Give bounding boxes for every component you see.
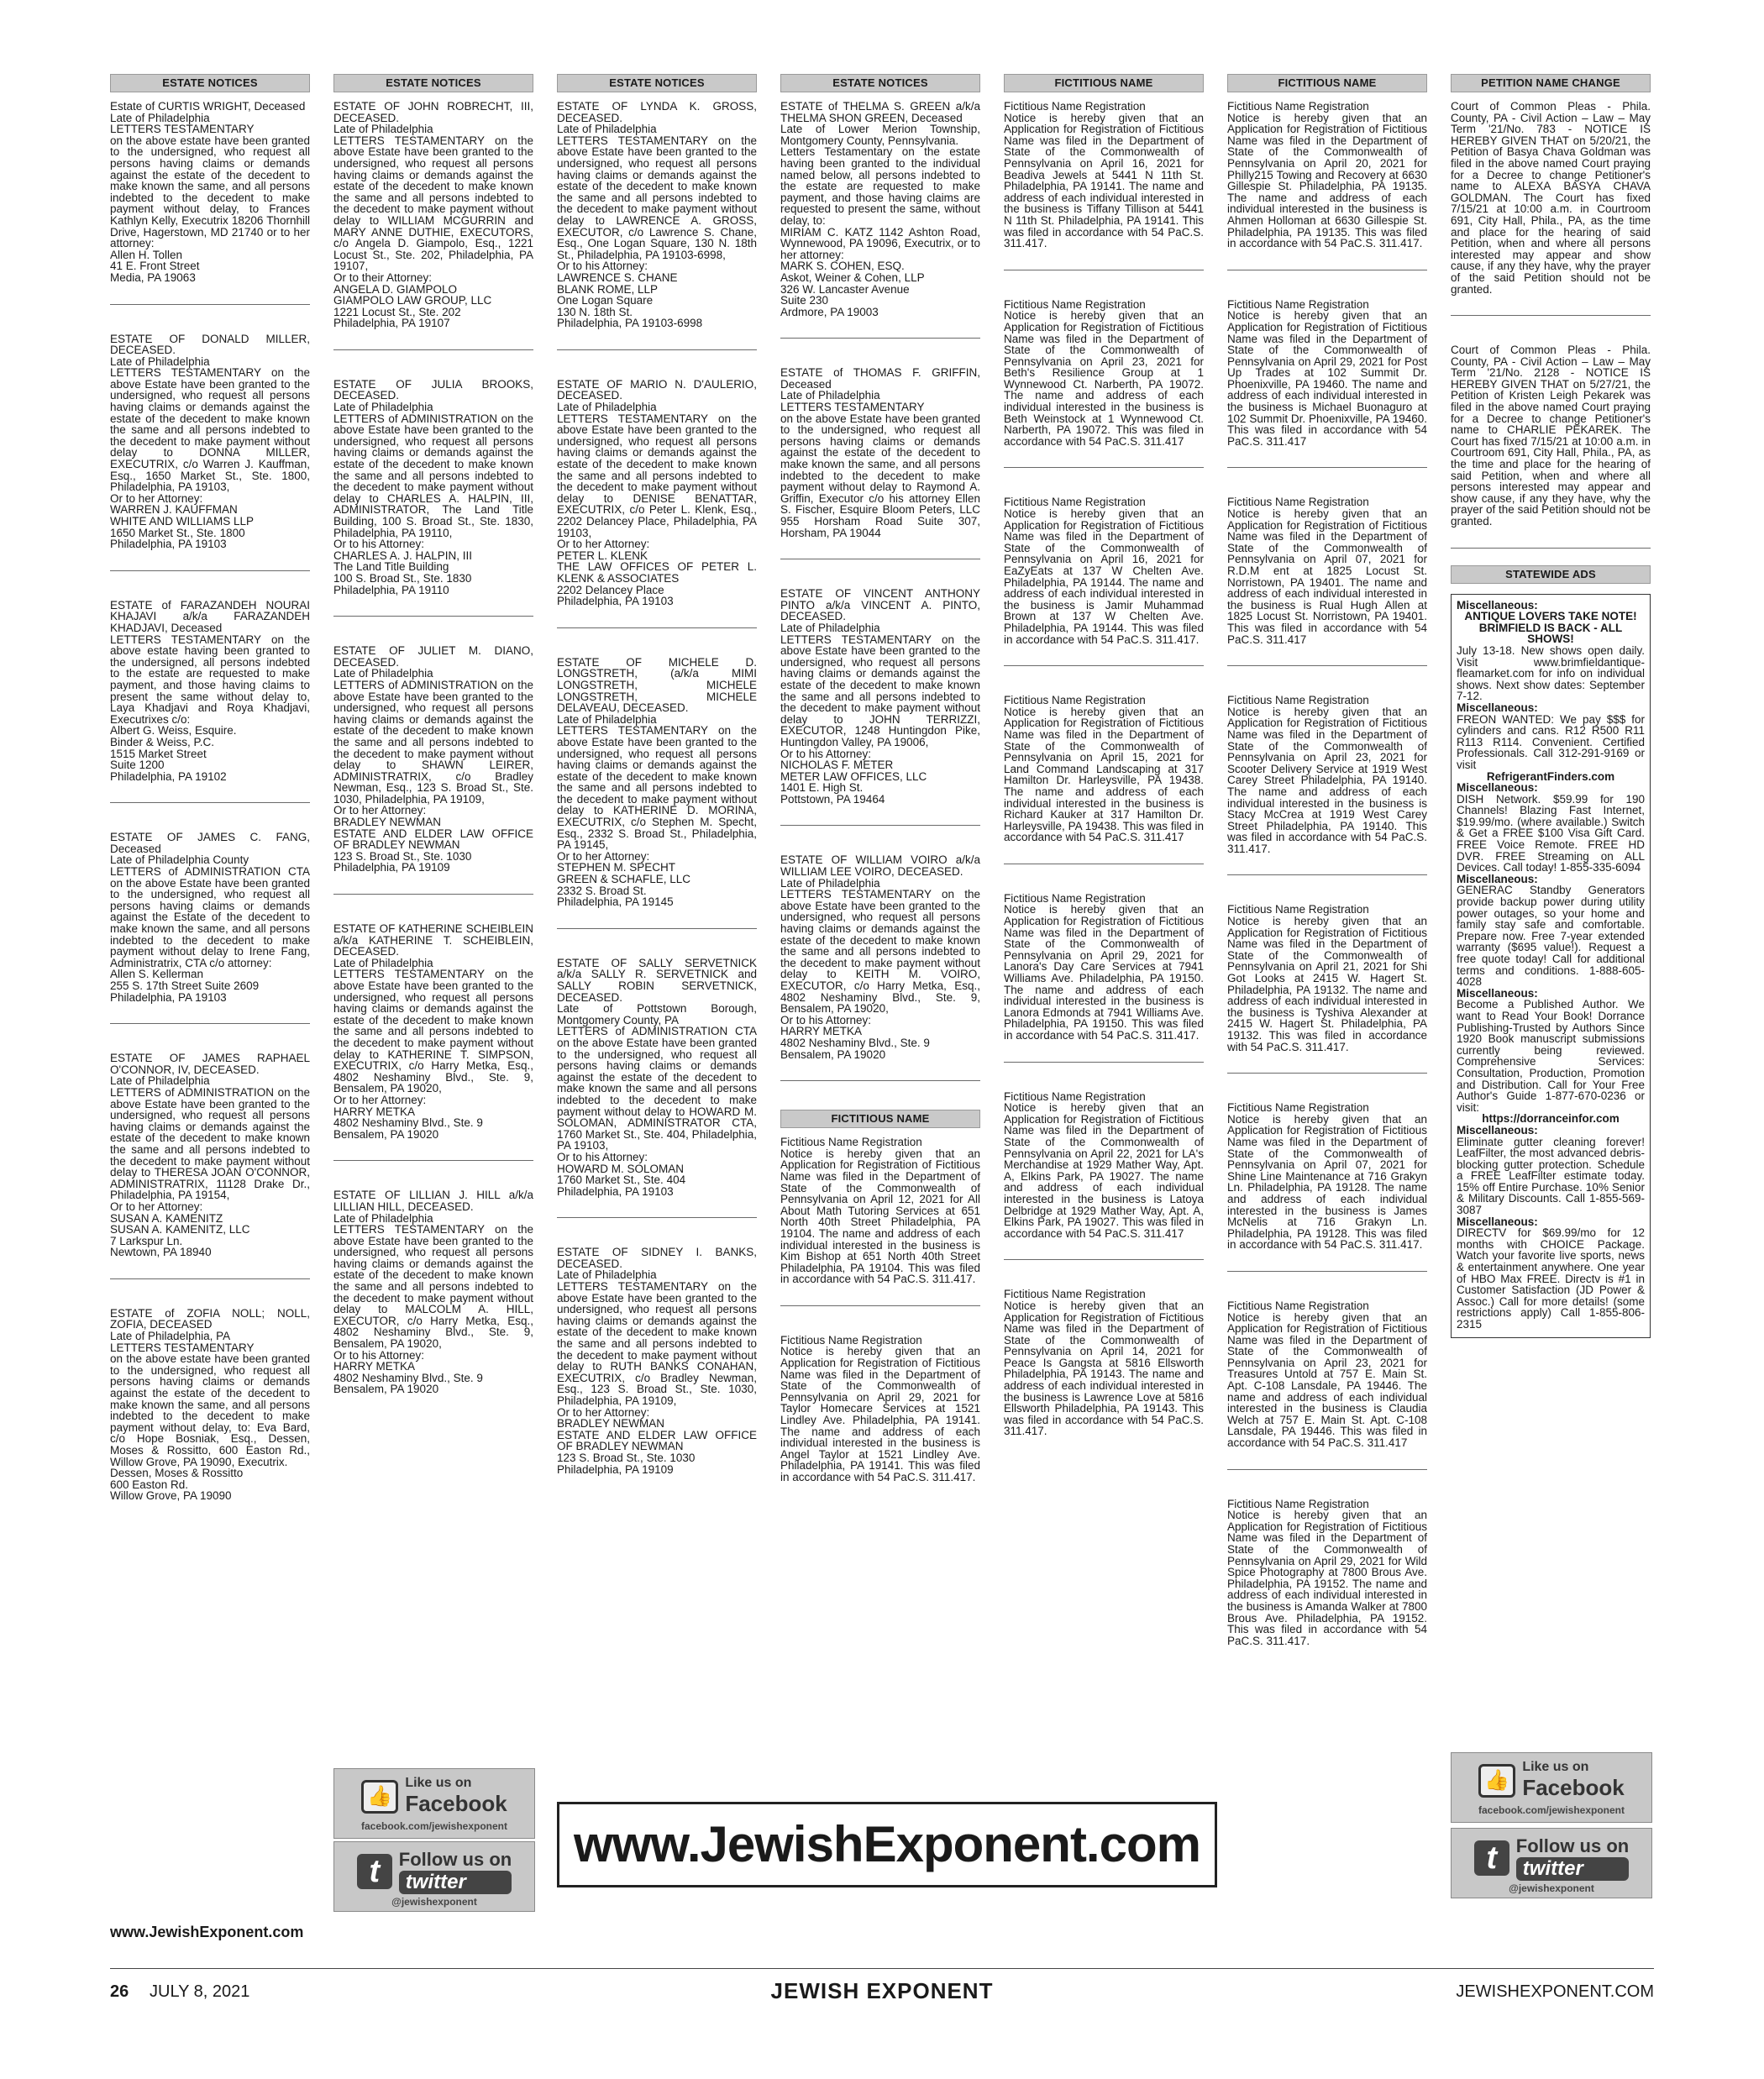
legal-notice: Fictitious Name Registration Notice is hereby given that an Application for Registration of Fictitious Name was filed in the Department of State of the Commonwealth of Pennsylvania on April 16, 2021 for EaZyEats at 137 W Chelten Ave. Philadelphia, PA 19144. The name and address of each individual interested in the business is Jamir Muhammad Brown at 137 W Chelten Ave. Philadelphia, PA 19144. This was filed in accordance with 54 PaC.S. 311.417.	[1004, 496, 1204, 666]
section-header: ESTATE NOTICES	[557, 74, 757, 92]
legal-notice: Fictitious Name Registration Notice is hereby given that an Application for Registration of Fictitious Name was filed in the Department of State of the Commonwealth of Pennsylvania on April 23, 2021 for Treasures Untold at 757 E. Main St. Apt. C-108 Lansdale, PA 19446. The name and address of each individual interested in the business is Claudia Welch at 757 E. Main St. Apt. C-108 Lansdale, PA 19446. This was filed in accordance with 54 PaC.S. 311.417	[1227, 1300, 1427, 1470]
legal-notice: Fictitious Name Registration Notice is hereby given that an Application for Registration of Fictitious Name was filed in the Department of State of the Commonwealth of Pennsylvania on April 14, 2021 for Peace Is Gangsta at 5816 Ellsworth Philadelphia, PA 19143. The name and address of each individual interested in the business is Lawrence Love at 5816 Ellsworth Philadelphia, PA 19143. This was filed in accordance with 54 PaC.S. 311.417.	[1004, 1288, 1204, 1438]
legal-notice: Fictitious Name Registration Notice is hereby given that an Application for Registration of Fictitious Name was filed in the Department of State of the Commonwealth of Pennsylvania on April 12, 2021 for All About Math Tutoring Services at 651 North 40th Street Philadelphia, PA 19104. The name and address of each individual interested in the business is Kim Bishop at 651 North 40th Street Philadelphia, PA 19104. This was filed in accordance with 54 PaC.S. 311.417.	[780, 1137, 980, 1306]
statewide-ads-box	[1451, 594, 1651, 1338]
page-number: 26	[110, 1982, 129, 2001]
ad-category: Miscellaneous:	[1457, 1123, 1538, 1137]
legal-notice: ESTATE OF MARIO N. D'AULERIO, DECEASED. Late of Philadelphia LETTERS TESTAMENTARY on the above Estate have been granted to the undersigned, who request all persons having claims or demands against the estate of the decedent to make known the same and all persons indebted to the decedent to make payment without delay to DENISE BENATTAR, EXECUTRIX, c/o Peter L. Klenk, Esq., 2202 Delancey Place, Philadelphia, PA 19103, Or to her Attorney: PETER L. KLENK THE LAW OFFICES OF PETER L. KLENK & ASSOCIATES 2202 Delancey Place Philadelphia, PA 19103	[557, 379, 757, 628]
column-5	[1004, 74, 1204, 1486]
column-6	[1227, 74, 1427, 1695]
legal-notice: Fictitious Name Registration Notice is hereby given that an Application for Registration of Fictitious Name was filed in the Department of State of the Commonwealth of Pennsylvania on April 21, 2021 for Shi Got Looks at 2415 W. Hagert St. Philadelphia, PA 19132. The name and address of each individual interested in the business is Tyshiva Alexander at 2415 W. Hagert St. Philadelphia, PA 19132. This was filed in accordance with 54 PaC.S. 311.417.	[1227, 904, 1427, 1074]
legal-notice: ESTATE OF LILLIAN J. HILL a/k/a LILLIAN HILL, DECEASED. Late of Philadelphia LETTERS TESTAMENTARY on the above Estate have been granted to the undersigned, who request all persons having claims or demands against the estate of the decedent to make known the same and all persons indebted to the decedent to make payment without delay to MALCOLM A. HILL, EXECUTOR, c/o Harry Metka, Esq., 4802 Neshaminy Blvd., Ste. 9, Bensalem, PA 19020, Or to his Attorney: HARRY METKA 4802 Neshaminy Blvd., Ste. 9 Bensalem, PA 19020	[333, 1189, 533, 1396]
like-us-label: Like us on	[405, 1776, 472, 1790]
legal-notice: Fictitious Name Registration Notice is hereby given that an Application for Registration of Fictitious Name was filed in the Department of State of the Commonwealth of Pennsylvania on April 07, 2021 for R.D.M ent at 1825 Locust St. Norristown, PA 19401. The name and address of each individual interested in the business is Rual Hugh Allen at 1825 Locust St. Norristown, PA 19401. This was filed in accordance with 54 PaC.S. 311.417	[1227, 496, 1427, 666]
legal-notice: ESTATE OF JAMES RAPHAEL O'CONNOR, IV, DECEASED. Late of Philadelphia LETTERS of ADMINISTRATION on the above Estate have been granted to the undersigned, who request all persons having claims or demands against the estate of the decedent to make known the same and all persons indebted to the decedent to make payment without delay to THERESA JOAN O'CONNOR, ADMINISTRATRIX, 11128 Drake Dr., Philadelphia, PA 19154, Or to her Attorney: SUSAN A. KAMENITZ SUSAN A. KAMENITZ, LLC 7 Larkspur Ln. Newtown, PA 18940	[110, 1053, 310, 1279]
legal-notice: Fictitious Name Registration Notice is hereby given that an Application for Registration of Fictitious Name was filed in the Department of State of the Commonwealth of Pennsylvania on April 15, 2021 for Land Command Landscaping at 317 Hamilton Dr. Harleysville, PA 19438. The name and address of each individual interested in the business is Richard Kauker at 317 Hamilton Dr. Harleysville, PA 19438. This was filed in accordance with 54 PaC.S. 311.417	[1004, 695, 1204, 864]
website-link[interactable]: www.JewishExponent.com	[110, 1924, 304, 1940]
ad-headline: ANTIQUE LOVERS TAKE NOTE! BRIMFIELD IS BACK - ALL SHOWS!	[1464, 610, 1637, 646]
ad-text: Become a Published Author. We want to Read Your Book! Dorrance Publishing-Trusted by Authors Since 1920 Book manuscript submissions currently being reviewed. Comprehensive Services: Consultation, Production, Promotion and Distribution. Call for Your Free Author's Guide 1-877-670-0236 or visit:	[1457, 998, 1645, 1114]
follow-us-label: Follow us on	[1515, 1835, 1630, 1856]
twitter-label: twitter	[399, 1871, 512, 1894]
column-7	[1451, 74, 1651, 1338]
legal-notice: Fictitious Name Registration Notice is hereby given that an Application for Registration of Fictitious Name was filed in the Department of State of the Commonwealth of Pennsylvania on April 29, 2021 for Post Up Trades at 102 Summit Dr. Phoenixville, PA 19460. The name and address of each individual interested in the business is Michael Buonaguro at 102 Summit Dr. Phoenixville, PA 19460. This was filed in accordance with 54 PaC.S. 311.417	[1227, 299, 1427, 469]
footer-divider	[110, 1968, 1654, 1969]
legal-notice: ESTATE OF VINCENT ANTHONY PINTO a/k/a VINCENT A. PINTO, DECEASED. Late of Philadelphia LETTERS TESTAMENTARY on the above Estate have been granted to the undersigned, who request all persons having claims or demands against the estate of the decedent to make known the same and all persons indebted to the decedent to make payment without delay to JOHN TERRIZZI, EXECUTOR, 1248 Huntingdon Pike, Huntingdon Valley, PA 19006, Or to his Attorney: NICHOLAS F. METER METER LAW OFFICES, LLC 1401 E. High St. Pottstown, PA 19464	[780, 588, 980, 826]
legal-notice: ESTATE OF JOHN ROBRECHT, III, DECEASED. Late of Philadelphia LETTERS TESTAMENTARY on the above Estate have been granted to the undersigned, who request all persons having claims or demands against the estate of the decedent to make known the same and all persons indebted to the decedent to make payment without delay to WILLIAM MCGURRIN and MARY ANNE DUTHIE, EXECUTORS, c/o Angela D. Giampolo, Esq., 1221 Locust St., Ste. 202, Philadelphia, PA 19107, Or to their Attorney: ANGELA D. GIAMPOLO GIAMPOLO LAW GROUP, LLC 1221 Locust St., Ste. 202 Philadelphia, PA 19107	[333, 101, 533, 350]
facebook-url[interactable]: facebook.com/jewishexponent	[1478, 1804, 1625, 1816]
column-4	[780, 74, 980, 1532]
ad-text: DIRECTV for $69.99/mo for 12 months with CHOICE Package. Watch your favorite live sports, news & entertainment anywhere. One year of HBO Max FREE. Directv is #1 in Customer Satisfaction (JD Power & Assoc.) Call for more details! (some restrictions apply) Call 1-855-806-2315	[1457, 1226, 1645, 1331]
twitter-label: twitter	[1516, 1857, 1629, 1881]
facebook-box[interactable]	[333, 1768, 535, 1839]
like-us-label: Like us on	[1522, 1760, 1589, 1774]
legal-notice: Fictitious Name Registration Notice is hereby given that an Application for Registration of Fictitious Name was filed in the Department of State of the Commonwealth of Pennsylvania on April 29, 2021 for Lanora's Day Care Services at 7941 Williams Ave. Philadelphia, PA 19150. The name and address of each individual interested in the business is Lanora Edmonds at 7941 Williams Ave. Philadelphia, PA 19150. This was filed in accordance with 54 PaC.S. 311.417.	[1004, 893, 1204, 1063]
thumbs-up-icon	[361, 1780, 398, 1814]
legal-notice: ESTATE OF JULIA BROOKS, DECEASED. Late of Philadelphia LETTERS of ADMINISTRATION on the above Estate have been granted to the undersigned, who request all persons having claims or demands against the estate of the decedent to make known the same and all persons indebted to the decedent to make payment without delay to CHARLES A. HALPIN, III, ADMINISTRATOR, The Land Title Building, 100 S. Broad St., Ste. 1830, Philadelphia, PA 19110, Or to his Attorney: CHARLES A. J. HALPIN, III The Land Title Building 100 S. Broad St., Ste. 1830 Philadelphia, PA 19110	[333, 379, 533, 617]
publication-name: JEWISH EXPONENT	[770, 1978, 994, 2003]
facebook-label: Facebook	[405, 1791, 507, 1816]
legal-notice: ESTATE OF WILLIAM VOIRO a/k/a WILLIAM LEE VOIRO, DECEASED. Late of Philadelphia LETTERS TESTAMENTARY on the above Estate have been granted to the undersigned, who request all persons having claims or demands against the estate of the decedent to make known the same and all persons indebted to the decedent to make payment without delay to KEITH M. VOIRO, EXECUTOR, c/o Harry Metka, Esq., 4802 Neshaminy Blvd., Ste. 9, Bensalem, PA 19020, Or to his Attorney: HARRY METKA 4802 Neshaminy Blvd., Ste. 9 Bensalem, PA 19020	[780, 854, 980, 1081]
section-header: ESTATE NOTICES	[780, 74, 980, 92]
section-header: FICTITIOUS NAME	[1004, 74, 1204, 92]
legal-notice: ESTATE of FARAZANDEH NOURAI KHAJAVI a/k/a FARAZANDEH KHADJAVI, Deceased LETTERS TESTAMENTARY on the above estate having been granted to the undersigned, all persons indebted to the estate are requested to make payment, and those having claims to present the same without delay to, Laya Khadjavi and Roya Khadjavi, Executrixes c/o: Albert G. Weiss, Esquire. Binder & Weiss, P.C. 1515 Market Street Suite 1200 Philadelphia, PA 19102	[110, 600, 310, 804]
legal-notice: ESTATE OF KATHERINE SCHEIBLEIN a/k/a KATHERINE T. SCHEIBLEIN, DECEASED. Late of Philadelphia LETTERS TESTAMENTARY on the above Estate have been granted to the undersigned, who request all persons having claims or demands against the estate of the decedent to make known the same and all persons indebted to the decedent to make payment without delay to KATHERINE T. SIMPSON, EXECUTRIX, c/o Harry Metka, Esq., 4802 Neshaminy Blvd., Ste. 9, Bensalem, PA 19020, Or to her Attorney: HARRY METKA 4802 Neshaminy Blvd., Ste. 9 Bensalem, PA 19020	[333, 923, 533, 1161]
legal-notice: ESTATE OF JULIET M. DIANO, DECEASED. Late of Philadelphia LETTERS of ADMINISTRATION on the above Estate have been granted to the undersigned, who request all persons having claims or demands against the estate of the decedent to make known the same and all persons indebted to the decedent to make payment without delay to SHAWN LEIRER, ADMINISTRATRIX, c/o Bradley Newman, Esq., 123 S. Broad St., Ste. 1030, Philadelphia, PA 19109, Or to her Attorney: BRADLEY NEWMAN ESTATE AND ELDER LAW OFFICE OF BRADLEY NEWMAN 123 S. Broad St., Ste. 1030 Philadelphia, PA 19109	[333, 645, 533, 895]
column-1	[110, 74, 310, 1551]
section-header: FICTITIOUS NAME	[780, 1110, 980, 1128]
legal-notice: ESTATE of ZOFIA NOLL; NOLL, ZOFIA, DECEASED Late of Philadelphia, PA LETTERS TESTAMENTARY on the above estate have been granted to the undersigned, who request all persons having claims or demands against the estate of the decedent to make known the same, and all persons indebted to the decedent to make payment without delay, to: Eva Bard, c/o Hope Bosniak, Esq., Dessen, Moses & Rossitto, 600 Easton Rd., Willow Grove, PA 19090, Executrix. Dessen, Moses & Rossitto 600 Easton Rd. Willow Grove, PA 19090	[110, 1306, 310, 1503]
ad-link[interactable]: https://dorranceinfor.com	[1482, 1112, 1620, 1126]
ad-category: Miscellaneous:	[1457, 781, 1538, 795]
section-header: ESTATE NOTICES	[333, 74, 533, 92]
section-header: STATEWIDE ADS	[1451, 565, 1651, 584]
ad-text: GENERAC Standby Generators provide backup power during utility power outages, so your home and family stay safe and comfortable. Prepare now. Free 7-year extended warranty ($695 value!). Request a free quote today! Call for additional terms and conditions. 1-888-605-4028	[1457, 884, 1645, 989]
section-header: ESTATE NOTICES	[110, 74, 310, 92]
legal-notice: ESTATE of THOMAS F. GRIFFIN, Deceased Late of Philadelphia LETTERS TESTAMENTARY on the above Estate have been granted to the undersigned, who request all persons having claims or demands against the estate of the decedent to make known the same, and all persons indebted to the decedent to make payment without delay to Raymond A. Griffin, Executor c/o his attorney Ellen S. Fischer, Esquire Bloom Peters, LLC 955 Horsham Road Suite 307, Horsham, PA 19044	[780, 367, 980, 559]
legal-notice: Fictitious Name Registration Notice is hereby given that an Application for Registration of Fictitious Name was filed in the Department of State of the Commonwealth of Pennsylvania on April 29, 2021 for Taylor Homecare Services at 1521 Lindley Ave. Philadelphia, PA 19141. The name and address of each individual interested in the business is Angel Taylor at 1521 Lindley Ave. Philadelphia, PA 19141. This was filed in accordance with 54 PaC.S. 311.417.	[780, 1333, 980, 1483]
legal-notice: ESTATE OF SALLY SERVETNICK a/k/a SALLY R. SERVETNICK and SALLY ROBIN SERVETNICK, DECEASED. Late of Pottstown Borough, Montgomery County, PA LETTERS of ADMINISTRATION CTA on the above Estate have been granted to the undersigned, who request all persons having claims or demands against the estate of the decedent to make known the same and all persons indebted to the decedent to make payment without delay to HOWARD M. SOLOMAN, ADMINISTRATOR CTA, 1760 Market St., Ste. 404, Philadelphia, PA 19103, Or to his Attorney: HOWARD M. SOLOMAN 1760 Market St., Ste. 404 Philadelphia, PA 19103	[557, 958, 757, 1218]
twitter-icon: t	[1474, 1840, 1509, 1876]
ad-link[interactable]: RefrigerantFinders.com	[1486, 769, 1615, 783]
twitter-box[interactable]	[333, 1841, 535, 1912]
twitter-icon: t	[357, 1854, 392, 1889]
section-header: PETITION NAME CHANGE	[1451, 74, 1651, 92]
ad-text: July 13-18. New shows open daily. Visit www.brimfieldantique-fleamarket.com for info on individual shows. Next show dates: September 7-12.	[1457, 643, 1645, 703]
issue-date: JULY 8, 2021	[150, 1982, 250, 2001]
legal-notice: Fictitious Name Registration Notice is hereby given that an Application for Registration of Fictitious Name was filed in the Department of State of the Commonwealth of Pennsylvania on April 07, 2021 for Shine Line Maintenance at 716 Grakyn Ln. Philadelphia, PA 19128. The name and address of each individual interested in the business is James McNelis at 716 Grakyn Ln. Philadelphia, PA 19128. This was filed in accordance with 54 PaC.S. 311.417.	[1227, 1102, 1427, 1272]
footer-site: JEWISHEXPONENT.COM	[1456, 1982, 1654, 2001]
ad-category: Miscellaneous:	[1457, 872, 1538, 885]
twitter-handle[interactable]: @jewishexponent	[391, 1896, 477, 1908]
legal-notice: ESTATE OF MICHELE D. LONGSTRETH, (a/k/a MIMI LONGSTRETH, MICHELE LONGSTRETH, MICHELE DELAVEAU, DECEASED. Late of Philadelphia LETTERS TESTAMENTARY on the above Estate have been granted to the undersigned, who request all persons having claims or demands against the estate of the decedent to make known the same and all persons indebted to the decedent to make payment without delay to KATHERINE D. MORINA, EXECUTRIX, c/o Stephen M. Specht, Esq., 2332 S. Broad St., Philadelphia, PA 19145, Or to her Attorney: STEPHEN M. SPECHT GREEN & SCHAFLE, LLC 2332 S. Broad St. Philadelphia, PA 19145	[557, 657, 757, 929]
legal-notice: Fictitious Name Registration Notice is hereby given that an Application for Registration of Fictitious Name was filed in the Department of State of the Commonwealth of Pennsylvania on April 22, 2021 for LA's Merchandise at 1929 Mather Way, Apt. A, Elkins Park, PA 19027. The name and address of each individual interested in the business is Latoya Delbridge at 1929 Mather Way, Apt. A, Elkins Park, PA 19027. This was filed in accordance with 54 PaC.S. 311.417	[1004, 1091, 1204, 1261]
legal-notice: Court of Common Pleas - Phila. County, PA - Civil Action – Law – May Term '21/No. 783 - NOTICE IS HEREBY GIVEN THAT on 5/20/21, the Petition of Basya Chava Goldman was filed in the above named Court praying for a Decree to change Petitioner's name to ALEXA BASYA CHAVA GOLDMAN. The Court has fixed 7/15/21 at 10:00 a.m. in Courtroom 691, City Hall, Phila., PA, as the time and place for the hearing of said Petition, when and where all persons interested may appear and show cause, if any they have, why the prayer of the said Petition should not be granted.	[1451, 101, 1651, 316]
thumbs-up-icon	[1478, 1764, 1515, 1798]
ad-category: Miscellaneous:	[1457, 986, 1538, 1000]
legal-notice: ESTATE OF JAMES C. FANG, Deceased Late of Philadelphia County LETTERS of ADMINISTRATION CTA on the above Estate have been granted to the undersigned, who request all persons having claims or demands against the Estate of the decedent to make known the same, and all persons indebted to the decedent to make payment without delay to Irene Fang, Administratrix, CTA c/o attorney: Allen S. Kellerman 255 S. 17th Street Suite 2609 Philadelphia, PA 19103	[110, 832, 310, 1024]
legal-notice: Fictitious Name Registration Notice is hereby given that an Application for Registration of Fictitious Name was filed in the Department of State of the Commonwealth of Pennsylvania on April 23, 2021 for Beth's Resilience Group at 1 Wynnewood Ct. Narberth, PA 19072. The name and address of each individual interested in the business is Beth Weinstock at 1 Wynnewood Ct. Narberth, PA 19072. This was filed in accordance with 54 PaC.S. 311.417	[1004, 299, 1204, 469]
legal-notice: Fictitious Name Registration Notice is hereby given that an Application for Registration of Fictitious Name was filed in the Department of State of the Commonwealth of Pennsylvania on April 23, 2021 for Scooter Delivery Service at 1919 West Carey Street Philadelphia, PA 19140. The name and address of each individual interested in the business is Stacy McCrea at 1919 West Carey Street Philadelphia, PA 19140. This was filed in accordance with 54 PaC.S. 311.417.	[1227, 695, 1427, 875]
twitter-handle[interactable]: @jewishexponent	[1509, 1882, 1594, 1894]
legal-notice: ESTATE OF LYNDA K. GROSS, DECEASED. Late of Philadelphia LETTERS TESTAMENTARY on the above Estate have been granted to the undersigned, who request all persons having claims or demands against the estate of the decedent to make known the same and all persons indebted to the decedent to make payment without delay to LAWRENCE A. GROSS, EXECUTOR, c/o Lawrence S. Chane, Esq., One Logan Square, 130 N. 18th St., Philadelphia, PA 19103-6998, Or to his Attorney: LAWRENCE S. CHANE BLANK ROME, LLP One Logan Square 130 N. 18th St. Philadelphia, PA 19103-6998	[557, 101, 757, 350]
ad-category: Miscellaneous:	[1457, 701, 1538, 714]
ad-text: Eliminate gutter cleaning forever! LeafFilter, the most advanced debris-blocking gutter protection. Schedule a FREE LeafFilter estimate today. 15% off Entire Purchase. 10% Senior & Military Discounts. Call 1-855-569-3087	[1457, 1135, 1645, 1217]
section-header: FICTITIOUS NAME	[1227, 74, 1427, 92]
ad-text: FREON WANTED: We pay $$$ for cylinders and cans. R12 R500 R11 R113 R114. Convenient. Certified Professionals. Call 312-291-9169 or visit	[1457, 712, 1645, 771]
column-2	[333, 74, 533, 1444]
ad-text: DISH Network. $59.99 for 190 Channels! Blazing Fast Internet, $19.99/mo. (where available.) Switch & Get a FREE $100 Visa Gift Card. FREE Voice Remote. FREE HD DVR. FREE Streaming on ALL Devices. Call today! 1-855-335-6094	[1457, 792, 1645, 874]
legal-notice: Fictitious Name Registration Notice is hereby given that an Application for Registration of Fictitious Name was filed in the Department of State of the Commonwealth of Pennsylvania on April 16, 2021 for Beadiva Jewels at 5441 N 11th St. Philadelphia, PA 19141. The name and address of each individual interested in the business is Tiffany Tillison at 5441 N 11th St. Philadelphia, PA 19141. This was filed in accordance with 54 PaC.S. 311.417.	[1004, 101, 1204, 270]
legal-notice: Court of Common Pleas - Phila. County, PA - Civil Action – Law – May Term '21/No. 2128 - NOTICE IS HEREBY GIVEN THAT on 5/27/21, the Petition of Kristen Leigh Pekarek was filed in the above named Court praying for a Decree to change Petitioner's name to CHARLIE PEKAREK. The Court has fixed 7/15/21 at 10:00 a.m. in Courtroom 691, City Hall, Phila., PA, as the time and place for the hearing of said Petition, when and where all persons interested may appear and show cause, if any they have, why the prayer of the said Petition should not be granted.	[1451, 344, 1651, 549]
ad-category: Miscellaneous:	[1457, 1215, 1538, 1228]
twitter-box-right[interactable]	[1451, 1828, 1652, 1898]
legal-notice: Estate of CURTIS WRIGHT, Deceased Late of Philadelphia LETTERS TESTAMENTARY on the above estate have been granted to the undersigned, who request all persons having claims or demands against the estate of the decedent to make known the same, and all persons indebted to the decedent to make payment without delay, to Frances Kathlyn Kelly, Executrix 18206 Thornhill Drive, Hagerstown, MD 21740 or to her attorney: Allen H. Tollen 41 E. Front Street Media, PA 19063	[110, 101, 310, 305]
legal-notice: ESTATE OF DONALD MILLER, DECEASED. Late of Philadelphia LETTERS TESTAMENTARY on the above Estate have been granted to the undersigned, who request all persons having claims or demands against the estate of the decedent to make known the same and all persons indebted to the decedent to make payment without delay to DONNA MILLER, EXECUTRIX, c/o Warren J. Kauffman, Esq., 1650 Market St., Ste. 1800, Philadelphia, PA 19103, Or to her Attorney: WARREN J. KAUFFMAN WHITE AND WILLIAMS LLP 1650 Market St., Ste. 1800 Philadelphia, PA 19103	[110, 333, 310, 571]
facebook-label: Facebook	[1522, 1775, 1625, 1800]
legal-notice: Fictitious Name Registration Notice is hereby given that an Application for Registration of Fictitious Name was filed in the Department of State of the Commonwealth of Pennsylvania on April 29, 2021 for Wild Spice Photography at 7800 Brous Ave. Philadelphia, PA 19152. The name and address of each individual interested in the business is Amanda Walker at 7800 Brous Ave. Philadelphia, PA 19152. This was filed in accordance with 54 PaC.S. 311.417.	[1227, 1497, 1427, 1647]
legal-notice: Fictitious Name Registration Notice is hereby given that an Application for Registration of Fictitious Name was filed in the Department of State of the Commonwealth of Pennsylvania on April 20, 2021 for Philly215 Towing and Recovery at 6630 Gillespie St. Philadelphia, PA 19135. The name and address of each individual interested in the business is Ahmen Holloman at 6630 Gillespie St. Philadelphia, PA 19135. This was filed in accordance with 54 PaC.S. 311.417.	[1227, 101, 1427, 270]
facebook-box-right[interactable]	[1451, 1752, 1652, 1823]
website-banner[interactable]: www.JewishExponent.com	[557, 1802, 1217, 1887]
column-3	[557, 74, 757, 1524]
legal-notice: ESTATE of THELMA S. GREEN a/k/a THELMA SHON GREEN, Deceased Late of Lower Merion Township, Montgomery County, Pennsylvania. Letters Testamentary on the estate having been granted to the individual named below, all persons indebted to the estate are requested to make payment, and those having claims are requested to present the same, without delay, to: MIRIAM C. KATZ 1142 Ashton Road, Wynnewood, PA 19096, Executrix, or to her attorney: MARK S. COHEN, ESQ. Askot, Weiner & Cohen, LLP 326 W. Lancaster Avenue Suite 230 Ardmore, PA 19003	[780, 101, 980, 339]
ad-category: Miscellaneous:	[1457, 598, 1538, 612]
legal-notice: ESTATE OF SIDNEY I. BANKS, DECEASED. Late of Philadelphia LETTERS TESTAMENTARY on the above Estate have been granted to the undersigned, who request all persons having claims or demands against the estate of the decedent to make known the same and all persons indebted to the decedent to make payment without delay to RUTH BANKS CONAHAN, EXECUTRIX, c/o Bradley Newman, Esq., 123 S. Broad St., Ste. 1030, Philadelphia, PA 19109, Or to her Attorney: BRADLEY NEWMAN ESTATE AND ELDER LAW OFFICE OF BRADLEY NEWMAN 123 S. Broad St., Ste. 1030 Philadelphia, PA 19109	[557, 1246, 757, 1476]
follow-us-label: Follow us on	[398, 1849, 512, 1870]
facebook-url[interactable]: facebook.com/jewishexponent	[360, 1820, 508, 1832]
